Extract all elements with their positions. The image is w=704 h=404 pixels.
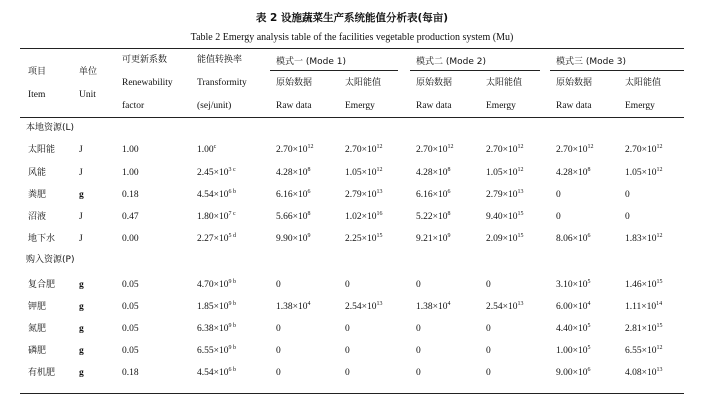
- row-value: [276, 211, 310, 223]
- row-value: [345, 144, 382, 156]
- row-value-base: 2.54×10: [345, 302, 377, 312]
- row-item: 磷肥: [28, 346, 47, 356]
- row-transformity-base: 2.45×10: [197, 168, 229, 178]
- row-value: [345, 345, 350, 357]
- row-value: [416, 167, 450, 179]
- row-transformity: [197, 301, 236, 313]
- row-value-exponent: 5: [587, 279, 591, 285]
- row-value: [486, 144, 523, 156]
- header-transf-en2: (sej/unit): [197, 101, 232, 111]
- row-value: [486, 301, 523, 313]
- header-raw-en: Raw data: [556, 101, 592, 111]
- row-value-base: 9.40×10: [486, 212, 518, 222]
- row-value-base: 8.06×10: [556, 234, 588, 244]
- row-transformity-base: 1.85×10: [197, 302, 229, 312]
- row-value: [276, 279, 281, 291]
- row-value: [416, 323, 421, 335]
- row-value: [345, 189, 382, 201]
- row-value-exponent: 12: [307, 144, 314, 150]
- row-value-base: 0: [625, 212, 630, 222]
- row-value: [486, 167, 523, 179]
- row-value-base: 0: [416, 346, 421, 356]
- row-value: [345, 211, 382, 223]
- row-item: 沼液: [28, 212, 47, 222]
- row-value-base: 2.70×10: [345, 145, 377, 155]
- bottom-rule: [20, 393, 684, 394]
- section-purchased: 购入资源(P): [26, 255, 75, 265]
- row-item: 粪肥: [28, 190, 47, 200]
- row-value: [276, 144, 313, 156]
- header-emergy-cn: 太阳能值: [345, 78, 382, 88]
- table-title-en: Table 2 Emergy analysis table of the facilities vegetable production system (Mu): [190, 32, 514, 43]
- row-renewability: 0.05: [122, 280, 139, 290]
- row-value: [625, 233, 662, 245]
- row-value-base: 0: [625, 190, 630, 200]
- row-value-exponent: 12: [376, 144, 383, 150]
- row-value-base: 1.02×10: [345, 212, 377, 222]
- row-value-exponent: 8: [307, 211, 311, 217]
- row-value-base: 0: [276, 346, 281, 356]
- row-value-exponent: 15: [376, 233, 383, 239]
- row-transformity: [197, 189, 236, 201]
- row-value-exponent: 13: [656, 367, 663, 373]
- row-value-exponent: 5: [587, 345, 591, 351]
- row-value-base: 2.09×10: [486, 234, 518, 244]
- row-item: 风能: [28, 168, 47, 178]
- row-item: 氮肥: [28, 324, 47, 334]
- row-transformity: [197, 144, 216, 156]
- row-value-exponent: 12: [656, 345, 663, 351]
- row-value: [345, 167, 382, 179]
- row-value: [416, 279, 421, 291]
- row-value-base: 0: [345, 280, 350, 290]
- row-value-base: 0: [345, 368, 350, 378]
- row-transformity-base: 4.54×10: [197, 368, 229, 378]
- row-value-base: 1.11×10: [625, 302, 657, 312]
- row-value-base: 2.70×10: [416, 145, 448, 155]
- row-transformity-base: 4.54×10: [197, 190, 229, 200]
- row-value: [345, 233, 382, 245]
- row-value: [276, 233, 310, 245]
- row-value-base: 0: [556, 190, 561, 200]
- row-value: [345, 279, 350, 291]
- mode-3-underline: [550, 70, 684, 71]
- row-transformity-exponent: 9 b: [228, 345, 236, 351]
- row-renewability: 0.00: [122, 234, 139, 244]
- header-emergy-en: Emergy: [486, 101, 516, 111]
- row-value-exponent: 6: [587, 367, 591, 373]
- row-value-exponent: 4: [447, 301, 451, 307]
- row-transformity-exponent: 9 b: [228, 279, 236, 285]
- row-value-base: 0: [276, 280, 281, 290]
- row-value-exponent: 6: [587, 233, 591, 239]
- row-transformity: [197, 323, 236, 335]
- row-value-exponent: 14: [656, 301, 663, 307]
- row-value: [625, 301, 662, 313]
- row-value-base: 3.10×10: [556, 280, 588, 290]
- row-unit: g: [79, 346, 84, 356]
- row-value-base: 6.00×10: [556, 302, 588, 312]
- row-value-base: 1.05×10: [345, 168, 377, 178]
- row-value: [556, 345, 590, 357]
- row-value-base: 9.90×10: [276, 234, 308, 244]
- row-value: [276, 167, 310, 179]
- header-mode-3: 模式三 (Mode 3): [556, 57, 626, 67]
- row-value-base: 0: [416, 324, 421, 334]
- row-value-exponent: 5: [587, 323, 591, 329]
- row-unit: J: [79, 168, 83, 178]
- row-value-exponent: 12: [517, 167, 524, 173]
- row-value: [486, 323, 491, 335]
- row-unit: J: [79, 234, 83, 244]
- row-value: [486, 189, 523, 201]
- row-item: 有机肥: [28, 368, 56, 378]
- row-value-base: 0: [416, 280, 421, 290]
- row-renewability: 1.00: [122, 168, 139, 178]
- row-value: [556, 367, 590, 379]
- row-value: [486, 367, 491, 379]
- row-unit: g: [79, 368, 84, 378]
- row-value-base: 2.54×10: [486, 302, 518, 312]
- row-value: [625, 279, 662, 291]
- top-rule: [20, 48, 684, 49]
- row-value-exponent: 8: [307, 167, 311, 173]
- row-value-exponent: 8: [447, 211, 451, 217]
- row-value-exponent: 15: [517, 211, 524, 217]
- row-unit: g: [79, 190, 84, 200]
- row-value-base: 0: [486, 324, 491, 334]
- row-value-exponent: 8: [587, 167, 591, 173]
- table-title-cn: 表 2 设施蔬菜生产系统能值分析表(每亩): [255, 12, 449, 24]
- row-value: [625, 167, 662, 179]
- row-value-base: 1.38×10: [276, 302, 308, 312]
- row-transformity: [197, 345, 236, 357]
- row-value-base: 2.70×10: [556, 145, 588, 155]
- row-value: [416, 345, 421, 357]
- row-unit: J: [79, 212, 83, 222]
- row-value: [345, 323, 350, 335]
- row-value-exponent: 16: [376, 211, 383, 217]
- row-value-base: 0: [345, 324, 350, 334]
- row-renewability: 0.47: [122, 212, 139, 222]
- row-value-base: 9.21×10: [416, 234, 448, 244]
- header-transf-cn: 能值转换率: [197, 55, 243, 65]
- row-item: 地下水: [28, 234, 56, 244]
- row-value-exponent: 12: [587, 144, 594, 150]
- row-value-exponent: 13: [517, 301, 524, 307]
- row-value-base: 5.22×10: [416, 212, 448, 222]
- row-value-base: 9.00×10: [556, 368, 588, 378]
- row-value: [276, 345, 281, 357]
- row-value: [556, 323, 590, 335]
- row-value-base: 1.38×10: [416, 302, 448, 312]
- row-value-base: 0: [276, 368, 281, 378]
- header-mode-1: 模式一 (Mode 1): [276, 57, 346, 67]
- row-transformity: [197, 233, 236, 245]
- header-rule: [20, 117, 684, 118]
- row-transformity: [197, 211, 236, 223]
- row-value: [345, 301, 382, 313]
- row-transformity-exponent: 7 c: [228, 211, 236, 217]
- row-value-base: 4.28×10: [556, 168, 588, 178]
- row-transformity: [197, 367, 236, 379]
- row-value: [556, 167, 590, 179]
- row-value-base: 0: [416, 368, 421, 378]
- row-value-base: 2.79×10: [486, 190, 518, 200]
- row-value-base: 1.05×10: [486, 168, 518, 178]
- row-value: [276, 367, 281, 379]
- row-renewability: 0.18: [122, 190, 139, 200]
- row-transformity: [197, 167, 236, 179]
- row-value: [625, 345, 662, 357]
- row-value-base: 0: [345, 346, 350, 356]
- row-value-base: 4.08×10: [625, 368, 657, 378]
- row-value: [486, 233, 523, 245]
- row-transformity-exponent: 6 b: [228, 367, 236, 373]
- row-unit: J: [79, 145, 83, 155]
- header-emergy-cn: 太阳能值: [625, 78, 662, 88]
- row-value-base: 4.28×10: [276, 168, 308, 178]
- row-value-base: 0: [486, 346, 491, 356]
- row-item: 复合肥: [28, 280, 56, 290]
- row-value-base: 1.83×10: [625, 234, 657, 244]
- header-transf-en1: Transformity: [197, 78, 247, 88]
- row-value-base: 0: [486, 368, 491, 378]
- header-unit-cn: 单位: [79, 67, 98, 77]
- row-transformity-exponent: 9 b: [228, 323, 236, 329]
- row-value: [486, 279, 491, 291]
- row-value-exponent: 13: [376, 301, 383, 307]
- row-transformity-exponent: 3 c: [228, 167, 236, 173]
- row-unit: g: [79, 324, 84, 334]
- row-value: [625, 144, 662, 156]
- row-renewability: 1.00: [122, 145, 139, 155]
- header-emergy-en: Emergy: [345, 101, 375, 111]
- row-value-base: 1.00×10: [556, 346, 588, 356]
- row-value-exponent: 6: [307, 189, 311, 195]
- row-value-base: 5.66×10: [276, 212, 308, 222]
- row-value: [416, 211, 450, 223]
- row-value-exponent: 13: [376, 189, 383, 195]
- header-renew-en1: Renewability: [122, 78, 173, 88]
- mode-1-underline: [270, 70, 398, 71]
- row-value-base: 0: [276, 324, 281, 334]
- row-value-exponent: 13: [517, 189, 524, 195]
- row-value-base: 2.25×10: [345, 234, 377, 244]
- row-value-exponent: 15: [517, 233, 524, 239]
- row-unit: g: [79, 302, 84, 312]
- row-value-exponent: 9: [447, 233, 451, 239]
- row-transformity-exponent: 9 b: [228, 301, 236, 307]
- header-emergy-cn: 太阳能值: [486, 78, 523, 88]
- row-value-base: 2.70×10: [625, 145, 657, 155]
- row-value-exponent: 12: [656, 233, 663, 239]
- row-value: [416, 301, 450, 313]
- row-value: [556, 189, 561, 201]
- row-value-exponent: 15: [656, 279, 663, 285]
- row-transformity-exponent: 6 b: [228, 189, 236, 195]
- row-value-base: 2.81×10: [625, 324, 657, 334]
- row-value: [276, 189, 310, 201]
- row-value: [625, 189, 630, 201]
- row-value-base: 2.79×10: [345, 190, 377, 200]
- header-raw-cn: 原始数据: [556, 78, 593, 88]
- row-renewability: 0.18: [122, 368, 139, 378]
- mode-2-underline: [410, 70, 540, 71]
- header-renew-en2: factor: [122, 101, 145, 111]
- header-raw-en: Raw data: [416, 101, 452, 111]
- header-renew-cn: 可更新系数: [122, 55, 168, 65]
- row-transformity-base: 1.80×10: [197, 212, 229, 222]
- row-value-base: 6.55×10: [625, 346, 657, 356]
- row-value: [625, 211, 630, 223]
- row-value-base: 1.05×10: [625, 168, 657, 178]
- row-value: [276, 323, 281, 335]
- row-value-exponent: 9: [307, 233, 311, 239]
- row-value-exponent: 6: [447, 189, 451, 195]
- row-value: [416, 233, 450, 245]
- row-value: [556, 211, 561, 223]
- header-raw-en: Raw data: [276, 101, 312, 111]
- header-item-cn: 项目: [28, 67, 47, 77]
- row-value: [416, 189, 450, 201]
- row-renewability: 0.05: [122, 324, 139, 334]
- row-value: [276, 301, 310, 313]
- header-raw-cn: 原始数据: [416, 78, 453, 88]
- row-transformity: [197, 279, 236, 291]
- header-unit-en: Unit: [79, 90, 96, 100]
- row-item: 钾肥: [28, 302, 47, 312]
- row-value-exponent: 12: [656, 144, 663, 150]
- row-transformity-base: 6.38×10: [197, 324, 229, 334]
- header-item-en: Item: [28, 90, 46, 100]
- row-value-base: 4.40×10: [556, 324, 588, 334]
- row-value-base: 1.46×10: [625, 280, 657, 290]
- row-renewability: 0.05: [122, 302, 139, 312]
- row-value-exponent: 12: [656, 167, 663, 173]
- row-value-exponent: 12: [517, 144, 524, 150]
- row-value-exponent: 4: [587, 301, 591, 307]
- row-unit: g: [79, 280, 84, 290]
- section-local: 本地资源(L): [26, 123, 75, 133]
- row-transformity-exponent: 5 d: [228, 233, 236, 239]
- row-value: [486, 345, 491, 357]
- row-value-base: 0: [556, 212, 561, 222]
- row-transformity-exponent: c: [213, 144, 217, 150]
- row-value: [556, 279, 590, 291]
- row-value: [556, 233, 590, 245]
- row-value-exponent: 8: [447, 167, 451, 173]
- row-value-exponent: 4: [307, 301, 311, 307]
- row-value: [416, 367, 421, 379]
- header-raw-cn: 原始数据: [276, 78, 313, 88]
- row-value-exponent: 12: [447, 144, 454, 150]
- row-value-base: 0: [486, 280, 491, 290]
- row-value-base: 2.70×10: [276, 145, 308, 155]
- row-value: [625, 367, 662, 379]
- row-value-exponent: 12: [376, 167, 383, 173]
- row-value: [556, 301, 590, 313]
- row-value: [625, 323, 662, 335]
- row-value-base: 6.16×10: [276, 190, 308, 200]
- row-transformity-base: 4.70×10: [197, 280, 229, 290]
- row-transformity-base: 6.55×10: [197, 346, 229, 356]
- row-value: [345, 367, 350, 379]
- header-mode-2: 模式二 (Mode 2): [416, 57, 486, 67]
- row-renewability: 0.05: [122, 346, 139, 356]
- row-transformity-base: 2.27×10: [197, 234, 229, 244]
- row-value: [416, 144, 453, 156]
- row-value: [556, 144, 593, 156]
- header-emergy-en: Emergy: [625, 101, 655, 111]
- row-transformity-base: 1.00: [197, 145, 214, 155]
- row-value-base: 6.16×10: [416, 190, 448, 200]
- row-item: 太阳能: [28, 145, 56, 155]
- row-value-exponent: 15: [656, 323, 663, 329]
- row-value-base: 2.70×10: [486, 145, 518, 155]
- row-value-base: 4.28×10: [416, 168, 448, 178]
- row-value: [486, 211, 523, 223]
